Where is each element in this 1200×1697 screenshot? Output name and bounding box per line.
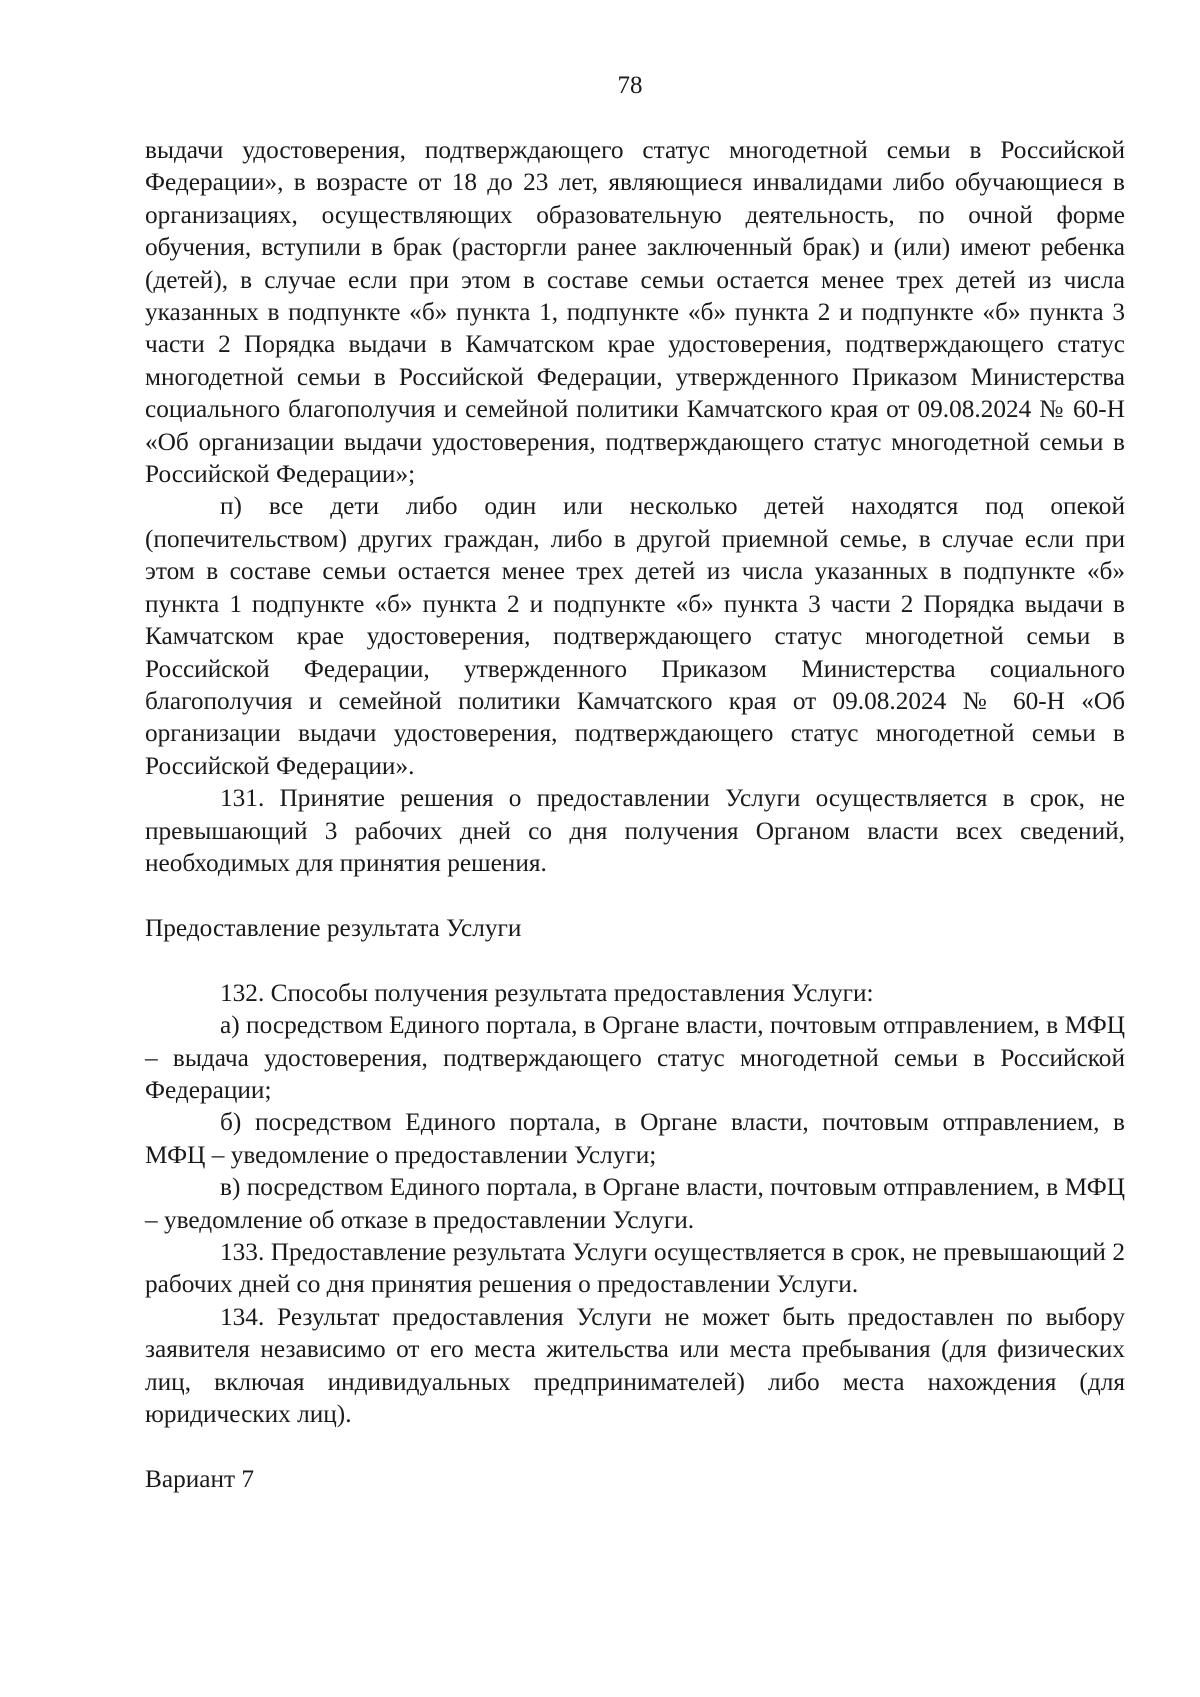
paragraph-continuation: выдачи удостоверения, подтверждающего статус многодетной семьи в Российской Федерации», в возрасте от 18 до 23 лет, являющиеся инвалидами либо обучающиеся в организациях, осуществляющих образовательную деятельность, по очной форме обучения, вступили в брак (расторгли ранее заключенный брак) и (или) имеют ребенка (детей), в случае если при этом в составе семьи остается менее трех детей из числа указанных в подпункте «б» пункта 1, подпункте «б» пункта 2 и подпункте «б» пункта 3 части 2 Порядка выдачи в Камчатском крае удостоверения, подтверждающего статус многодетной семьи в Российской Федерации, утвержденного Приказом Министерства социального благополучия и семейной политики Камчатского края от 09.08.2024 № 60-Н «Об организации выдачи удостоверения, подтверждающего статус многодетной семьи в Российской Федерации»; bbox=[145, 136, 1125, 489]
paragraph-134: 134. Результат предоставления Услуги не может быть предоставлен по выбору заявителя независимо от его места жительства или места пребывания (для физических лиц, включая индивидуальных предпринимателей) либо места нахождения (для юридических лиц). bbox=[145, 1302, 1125, 1429]
variant-heading: Вариант 7 bbox=[145, 1465, 255, 1494]
paragraph-item-p: п) все дети либо один или несколько детей находятся под опекой (попечительством) других граждан, либо в другой приемной семье, в случае если при этом в составе семьи остается менее трех детей из числа указанных в подпункте «б» пункта 1 подпункте «б» пункта 2 и подпункте «б» пункта 3 части 2 Порядка выдачи в Камчатском крае удостоверения, подтверждающего статус многодетной семьи в Российской Федерации, утвержденного Приказом Министерства социального благополучия и семейной политики Камчатского края от 09.08.2024 № 60-Н «Об организации выдачи удостоверения, подтверждающего статус многодетной семьи в Российской Федерации». bbox=[145, 492, 1125, 780]
paragraph-131: 131. Принятие решения о предоставлении Услуги осуществляется в срок, не превышающий 3 рабочих дней со дня получения Органом власти всех сведений, необходимых для принятия решения. bbox=[145, 784, 1125, 877]
paragraph-132-a: а) посредством Единого портала, в Органе власти, почтовым отправлением, в МФЦ – выдача удостоверения, подтверждающего статус многодетной семьи в Российской Федерации; bbox=[145, 1011, 1125, 1104]
paragraph-132-v: в) посредством Единого портала, в Органе власти, почтовым отправлением, в МФЦ – уведомление об отказе в предоставлении Услуги. bbox=[145, 1173, 1125, 1234]
paragraph-132-b: б) посредством Единого портала, в Органе власти, почтовым отправлением, в МФЦ – уведомление о предоставлении Услуги; bbox=[145, 1108, 1125, 1169]
paragraph-133: 133. Предоставление результата Услуги осуществляется в срок, не превышающий 2 рабочих дней со дня принятия решения о предоставлении Услуги. bbox=[145, 1238, 1125, 1299]
paragraph-132: 132. Способы получения результата предоставления Услуги: bbox=[220, 978, 874, 1007]
section-heading: Предоставление результата Услуги bbox=[145, 914, 522, 943]
document-body bbox=[145, 134, 1125, 1496]
page-number: 78 bbox=[617, 72, 643, 99]
